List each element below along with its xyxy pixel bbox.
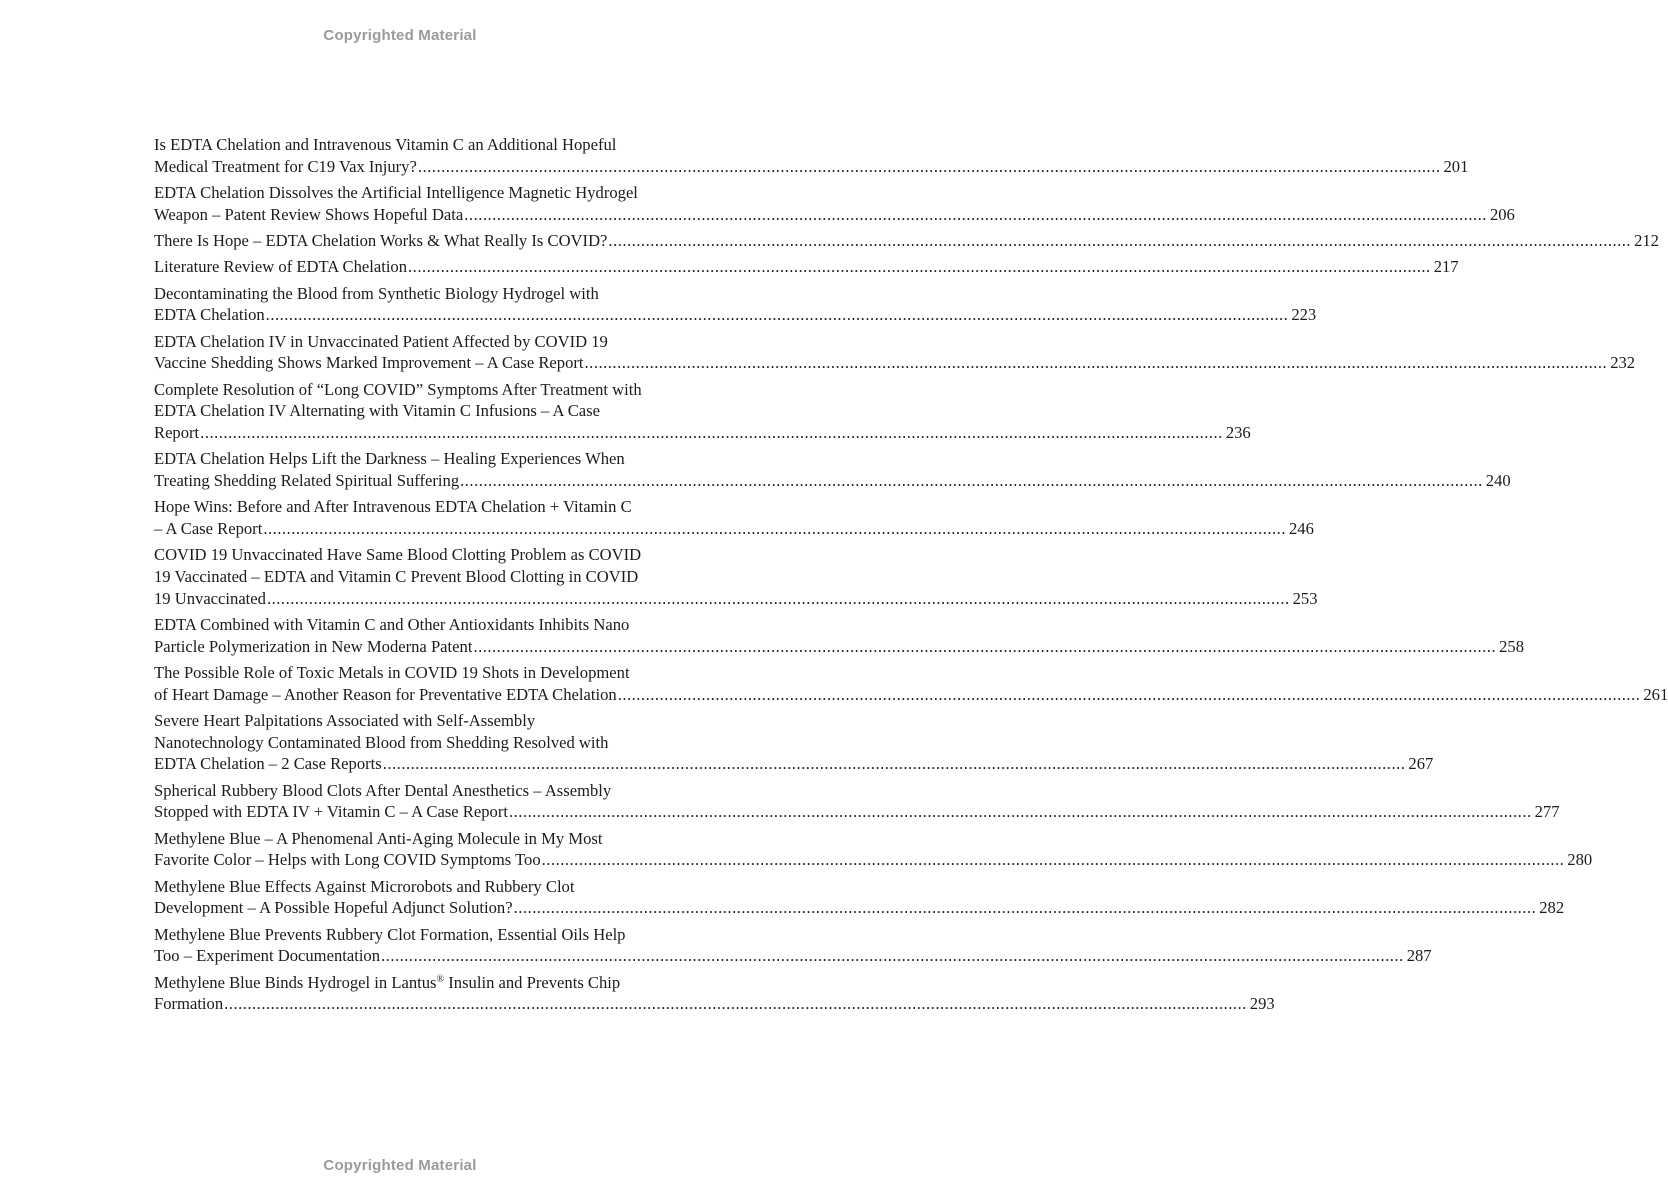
toc-entry-last-line	[154, 684, 1668, 706]
copyright-watermark-top: Copyrighted Material	[323, 27, 477, 44]
toc-page-number: 282	[1539, 898, 1565, 918]
toc-entry-title-line: Hope Wins: Before and After Intravenous EDTA Chelation + Vitamin C	[154, 497, 632, 517]
toc-entry-last-line	[154, 204, 1515, 226]
toc-entry[interactable]	[154, 614, 1524, 657]
toc-entry-last-line	[154, 897, 1565, 919]
toc-entry-title-line: Literature Review of EDTA Chelation	[154, 257, 408, 277]
toc-entry-title-line: Methylene Blue Prevents Rubbery Clot Formation, Essential Oils Help	[154, 924, 626, 944]
dot-leader: ............................................................................................................................................................................................................................	[417, 156, 1441, 176]
toc-entry-title-line: Is EDTA Chelation and Intravenous Vitamin C an Additional Hopeful	[154, 135, 617, 154]
toc-page-number: 280	[1567, 850, 1593, 870]
toc-entry-title-line: Favorite Color – Helps with Long COVID Symptoms Too	[154, 850, 541, 870]
toc-page-number: 277	[1534, 802, 1560, 822]
toc-entry-title-line: of Heart Damage – Another Reason for Preventative EDTA Chelation	[154, 684, 617, 704]
toc-entry-title-line: Complete Resolution of “Long COVID” Symptoms After Treatment with	[154, 379, 642, 399]
toc-entry[interactable]	[154, 924, 1432, 967]
toc-entry[interactable]	[154, 828, 1593, 871]
dot-leader: ............................................................................................................................................................................................................................	[541, 850, 1565, 870]
toc-entry-title-line: Methylene Blue Binds Hydrogel in Lantus® Insulin and Prevents Chip	[154, 972, 621, 992]
dot-leader: ............................................................................................................................................................................................................................	[200, 423, 1223, 442]
toc-entry-title-line: Formation	[154, 994, 224, 1014]
toc-page-number: 293	[1249, 994, 1275, 1014]
dot-leader: ............................................................................................................................................................................................................................	[617, 684, 1641, 704]
toc-page-number: 212	[1634, 231, 1659, 250]
toc-entry-last-line	[154, 352, 1636, 374]
toc-entry-title-line: EDTA Chelation Helps Lift the Darkness – Healing Experiences When	[154, 449, 625, 469]
toc-entry-last-line	[154, 470, 1511, 492]
toc-entry[interactable]	[154, 544, 1318, 609]
toc-entry[interactable]	[154, 379, 1251, 444]
toc-entry[interactable]	[154, 662, 1668, 705]
toc-entry[interactable]	[154, 972, 1275, 1015]
toc-entry-title-line: EDTA Chelation – 2 Case Reports	[154, 754, 382, 774]
dot-leader: ............................................................................................................................................................................................................................	[408, 257, 1431, 277]
dot-leader: ............................................................................................................................................................................................................................	[266, 588, 1290, 608]
toc-entry[interactable]	[154, 448, 1511, 491]
toc-entry-last-line	[154, 801, 1560, 823]
toc-entry-last-line	[154, 156, 1469, 178]
toc-entry-last-line	[154, 304, 1317, 326]
toc-entry-last-line	[154, 753, 1434, 775]
toc-page-number: 267	[1408, 754, 1434, 774]
toc-entry[interactable]	[154, 496, 1314, 539]
dot-leader: ............................................................................................................................................................................................................................	[263, 519, 1286, 538]
toc-entry-title-line: EDTA Chelation IV in Unvaccinated Patient Affected by COVID 19	[154, 331, 608, 351]
toc-entry[interactable]	[154, 283, 1317, 326]
toc-page-number: 206	[1489, 204, 1515, 224]
table-of-contents	[154, 134, 1668, 1020]
dot-leader: ............................................................................................................................................................................................................................	[608, 231, 1632, 250]
toc-page-number: 201	[1443, 156, 1469, 176]
toc-page-number: 217	[1433, 257, 1459, 277]
toc-entry[interactable]	[154, 134, 1469, 177]
toc-entry-last-line	[154, 422, 1251, 444]
toc-entry-last-line	[154, 636, 1524, 658]
toc-entry-title-line: 19 Unvaccinated	[154, 588, 266, 608]
toc-page-number: 240	[1485, 471, 1511, 490]
toc-entry-title-line: Weapon – Patent Review Shows Hopeful Data	[154, 204, 464, 224]
toc-page-number: 223	[1291, 305, 1317, 325]
toc-entry-title-line: EDTA Chelation Dissolves the Artificial Intelligence Magnetic Hydrogel	[154, 183, 638, 202]
toc-entry-last-line	[154, 993, 1275, 1015]
toc-entry-last-line	[154, 230, 1659, 252]
toc-entry-title-line: Treating Shedding Related Spiritual Suffering	[154, 471, 460, 490]
toc-entry-title-line: Nanotechnology Contaminated Blood from Shedding Resolved with	[154, 732, 609, 752]
toc-entry-title-line: Severe Heart Palpitations Associated with Self-Assembly	[154, 711, 536, 730]
toc-page-number: 261	[1643, 684, 1668, 704]
dot-leader: ............................................................................................................................................................................................................................	[464, 204, 1487, 224]
toc-page-number: 246	[1288, 519, 1314, 538]
toc-entry-title-line: Methylene Blue Effects Against Microrobots and Rubbery Clot	[154, 876, 575, 896]
dot-leader: ............................................................................................................................................................................................................................	[513, 898, 1537, 918]
toc-entry-last-line	[154, 849, 1593, 871]
toc-entry[interactable]	[154, 780, 1560, 823]
dot-leader: ............................................................................................................................................................................................................................	[265, 305, 1289, 325]
toc-entry-title-line: Vaccine Shedding Shows Marked Improvement – A Case Report	[154, 353, 584, 373]
toc-entry-title-line: Spherical Rubbery Blood Clots After Dental Anesthetics – Assembly	[154, 780, 612, 800]
toc-entry-last-line	[154, 588, 1318, 610]
toc-entry-title-line: Methylene Blue – A Phenomenal Anti-Aging Molecule in My Most	[154, 828, 603, 848]
dot-leader: ............................................................................................................................................................................................................................	[508, 802, 1532, 822]
toc-entry-title-line: EDTA Combined with Vitamin C and Other Antioxidants Inhibits Nano	[154, 615, 630, 634]
toc-entry[interactable]	[154, 876, 1565, 919]
toc-entry-last-line	[154, 256, 1459, 278]
toc-entry-title-line: The Possible Role of Toxic Metals in COVID 19 Shots in Development	[154, 663, 630, 682]
toc-entry-title-line: Medical Treatment for C19 Vax Injury?	[154, 156, 417, 176]
toc-entry[interactable]	[154, 230, 1659, 252]
toc-page-number: 236	[1225, 423, 1251, 442]
dot-leader: ............................................................................................................................................................................................................................	[473, 636, 1497, 656]
toc-entry-title-line: Report	[154, 423, 200, 442]
toc-page-number: 258	[1499, 636, 1524, 656]
toc-entry[interactable]	[154, 331, 1636, 374]
toc-page-number: 253	[1292, 588, 1318, 608]
toc-entry-title-line: EDTA Chelation IV Alternating with Vitamin C Infusions – A Case	[154, 401, 600, 421]
dot-leader: ............................................................................................................................................................................................................................	[224, 994, 1247, 1014]
toc-entry-last-line	[154, 945, 1432, 967]
toc-entry-title-line: – A Case Report	[154, 519, 263, 538]
toc-entry-title-line: 19 Vaccinated – EDTA and Vitamin C Prevent Blood Clotting in COVID	[154, 567, 639, 586]
toc-entry-title-line: COVID 19 Unvaccinated Have Same Blood Clotting Problem as COVID	[154, 545, 642, 565]
dot-leader: ............................................................................................................................................................................................................................	[460, 471, 1483, 490]
toc-entry-title-line: Stopped with EDTA IV + Vitamin C – A Case Report	[154, 802, 508, 822]
toc-entry-title-line: Decontaminating the Blood from Synthetic Biology Hydrogel with	[154, 283, 599, 303]
dot-leader: ............................................................................................................................................................................................................................	[584, 353, 1608, 373]
toc-entry-title-line: There Is Hope – EDTA Chelation Works & What Really Is COVID?	[154, 231, 608, 250]
toc-entry-title-line: Particle Polymerization in New Moderna Patent	[154, 636, 473, 656]
toc-entry[interactable]	[154, 710, 1434, 775]
toc-page-number: 287	[1406, 946, 1432, 966]
toc-entry-title-line: Development – A Possible Hopeful Adjunct Solution?	[154, 898, 513, 918]
toc-entry[interactable]	[154, 256, 1459, 278]
toc-page-number: 232	[1610, 353, 1636, 373]
dot-leader: ............................................................................................................................................................................................................................	[382, 754, 1406, 774]
toc-entry-title-line: Too – Experiment Documentation	[154, 946, 381, 966]
toc-entry-title-line: EDTA Chelation	[154, 305, 265, 325]
toc-entry-last-line	[154, 518, 1314, 540]
dot-leader: ............................................................................................................................................................................................................................	[381, 946, 1404, 966]
copyright-watermark-bottom: Copyrighted Material	[323, 1157, 477, 1174]
toc-entry[interactable]	[154, 182, 1515, 225]
